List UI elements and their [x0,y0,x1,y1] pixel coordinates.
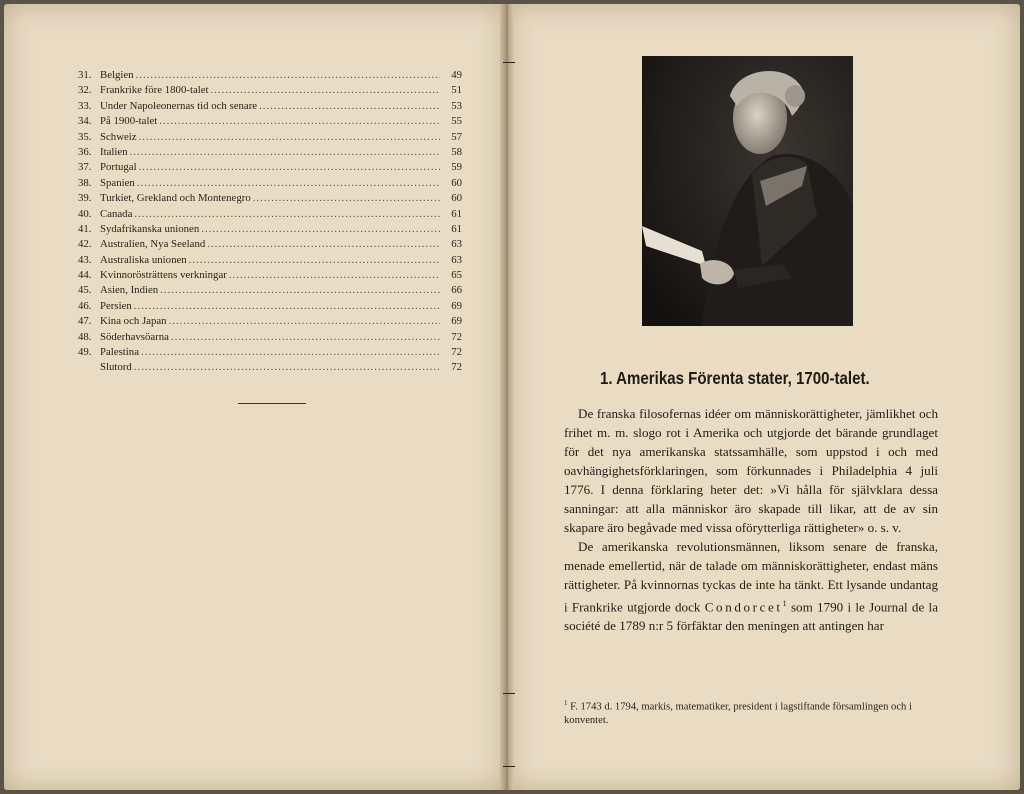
toc-entry [78,237,462,252]
toc-entry-page: 61 [451,207,462,220]
toc-dot-leader [201,222,440,237]
toc-dot-leader [169,314,440,329]
toc-entry-title: Kina och Japan [100,315,167,328]
toc-entry-title: Sydafrikanska unionen [100,222,200,235]
toc-dot-leader [189,253,440,268]
toc-entry-title: Persien [100,299,132,312]
toc-entry-title: Frankrike före 1800-talet [100,84,209,97]
toc-entry-page: 69 [451,315,462,328]
toc-dot-leader [136,68,440,83]
toc-dot-leader [171,330,440,345]
toc-entry [78,314,462,329]
toc-dot-leader [259,99,440,114]
toc-dot-leader [160,283,440,298]
toc-entry-number: 44. [78,269,92,282]
footnote-number: 1 [564,699,568,707]
toc-entry-page: 49 [451,69,462,81]
toc-end-rule [238,403,306,404]
toc-entry-page: 60 [451,192,462,205]
toc-entry-page: 69 [451,299,462,312]
binding-mark [503,62,515,63]
toc-dot-leader [229,268,440,283]
footnote [564,697,942,727]
toc-entry-page: 53 [451,99,462,112]
toc-entry [78,145,462,160]
toc-entry-number: 46. [78,299,92,312]
toc-entry-title: Spanien [100,176,135,189]
toc-dot-leader [139,130,440,145]
toc-entry-page: 72 [451,346,462,359]
toc-entry-title: Portugal [100,161,137,174]
binding-mark [503,766,515,767]
toc-entry-number: 35. [78,130,92,143]
toc-entry-page: 66 [451,284,462,297]
table-of-contents [78,68,462,376]
toc-entry [78,207,462,222]
toc-entry-page: 55 [451,115,462,128]
toc-entry-title: Australien, Nya Seeland [100,238,206,251]
toc-entry-number: 42. [78,238,92,251]
toc-dot-leader [139,160,440,175]
toc-entry-page: 61 [451,222,462,235]
toc-entry-number: 32. [78,84,92,97]
name-condorcet: Condorcet [704,599,783,615]
paragraph-2-start: De amerikanska revolutionsmännen, liksom senare de franska, menade emellertid, när de talade om människorättigheter, endast mäns rättigheter. På kvinnornas tyckas de inte ha tänkt. Ett lysande undantag i Frankrike utgjorde dock [564,539,938,615]
footnote-text: F. 1743 d. 1794, markis, matematiker, president i lagstiftande församlingen och i konventet. [564,701,912,726]
toc-entry-page: 59 [451,161,462,174]
toc-entry-page: 65 [451,269,462,282]
toc-entry-page: 51 [451,84,462,97]
toc-entry [78,176,462,191]
toc-entry-title: Italien [100,145,128,158]
toc-entry [78,99,462,114]
toc-entry-number: 43. [78,253,92,266]
toc-entry-number: 39. [78,192,92,205]
toc-dot-leader [134,360,440,375]
toc-entry-number: 49. [78,346,92,359]
toc-entry-number: 37. [78,161,92,174]
toc-dot-leader [134,299,440,314]
toc-entry [78,83,462,98]
toc-entry-title: Kvinnorösträttens verkningar [100,269,227,282]
toc-entry-page: 57 [451,130,462,143]
toc-entry-number: 38. [78,176,92,189]
toc-entry-number: 41. [78,222,92,235]
toc-entry-number: 36. [78,145,92,158]
toc-entry-title: Schweiz [100,130,137,143]
toc-entry-page: 60 [451,176,462,189]
toc-entry-title: Australiska unionen [100,253,187,266]
toc-entry [78,222,462,237]
toc-entry-title: Belgien [100,69,134,81]
binding-mark [503,693,515,694]
toc-entry-number: 48. [78,330,92,343]
paragraph-2-end: som 1790 i le Journal de la société de 1789 n:r 5 förfäktar den meningen att antingen har [564,599,939,634]
toc-entry-number: 31. [78,69,92,81]
toc-entry-number: 45. [78,284,92,297]
toc-entry-number: 47. [78,315,92,328]
toc-entry-title: Canada [100,207,133,220]
toc-entry-number: 33. [78,99,92,112]
paragraph-1: De franska filosofernas idéer om människorättigheter, jämlikhet och frihet m. m. slogo rot i Amerika och utgjorde det bärande grundlaget för det nya amerikanska statssamhälle, som uppstod i och med oavhängighetsförklaringen, som förkunnades i Philadelphia 4 juli 1776. I denna förklaring heter det: »Vi hålla för självklara dessa sanningar: att alla människor äro skapade till likar, att de av sin skapare äro begåvade med vissa oförytterliga rättigheter» o. s. v. [564,406,938,535]
toc-entry-page: 72 [451,330,462,343]
toc-entry-number: 34. [78,115,92,128]
toc-entry [78,114,462,129]
toc-dot-leader [137,176,440,191]
toc-entry-title: Slutord [100,361,132,374]
toc-entry [78,160,462,175]
toc-entry-title: Turkiet, Grekland och Montenegro [100,192,251,205]
toc-entry-title: Palestina [100,346,139,359]
toc-dot-leader [141,345,440,360]
toc-entry-page: 63 [451,253,462,266]
toc-entry-page: 72 [451,361,462,374]
toc-entry [78,360,462,375]
toc-entry-number: 40. [78,207,92,220]
toc-dot-leader [159,114,440,129]
toc-entry [78,299,462,314]
toc-entry [78,268,462,283]
portrait-photograph [642,56,853,326]
toc-entry-title: Söderhavsöarna [100,330,169,343]
toc-entry-title: Asien, Indien [100,284,159,297]
toc-entry-title: På 1900-talet [100,115,158,128]
chapter-body [564,404,938,635]
toc-entry [78,345,462,360]
toc-entry [78,191,462,206]
toc-entry-page: 63 [451,238,462,251]
toc-dot-leader [207,237,440,252]
footnote-marker: 1 [782,599,787,608]
toc-entry-title: Under Napoleonernas tid och senare [100,99,258,112]
toc-entry [78,68,462,83]
toc-entry [78,283,462,298]
toc-dot-leader [253,191,440,206]
toc-entry [78,130,462,145]
toc-entry [78,253,462,268]
toc-dot-leader [211,83,440,98]
toc-entry-page: 58 [451,145,462,158]
toc-dot-leader [130,145,440,160]
toc-dot-leader [134,207,440,222]
paragraph-2 [564,537,938,635]
chapter-title: 1. Amerikas Förenta stater, 1700-talet. [600,368,870,388]
toc-entry [78,330,462,345]
book-gutter [500,4,514,790]
portrait-image [642,56,853,326]
